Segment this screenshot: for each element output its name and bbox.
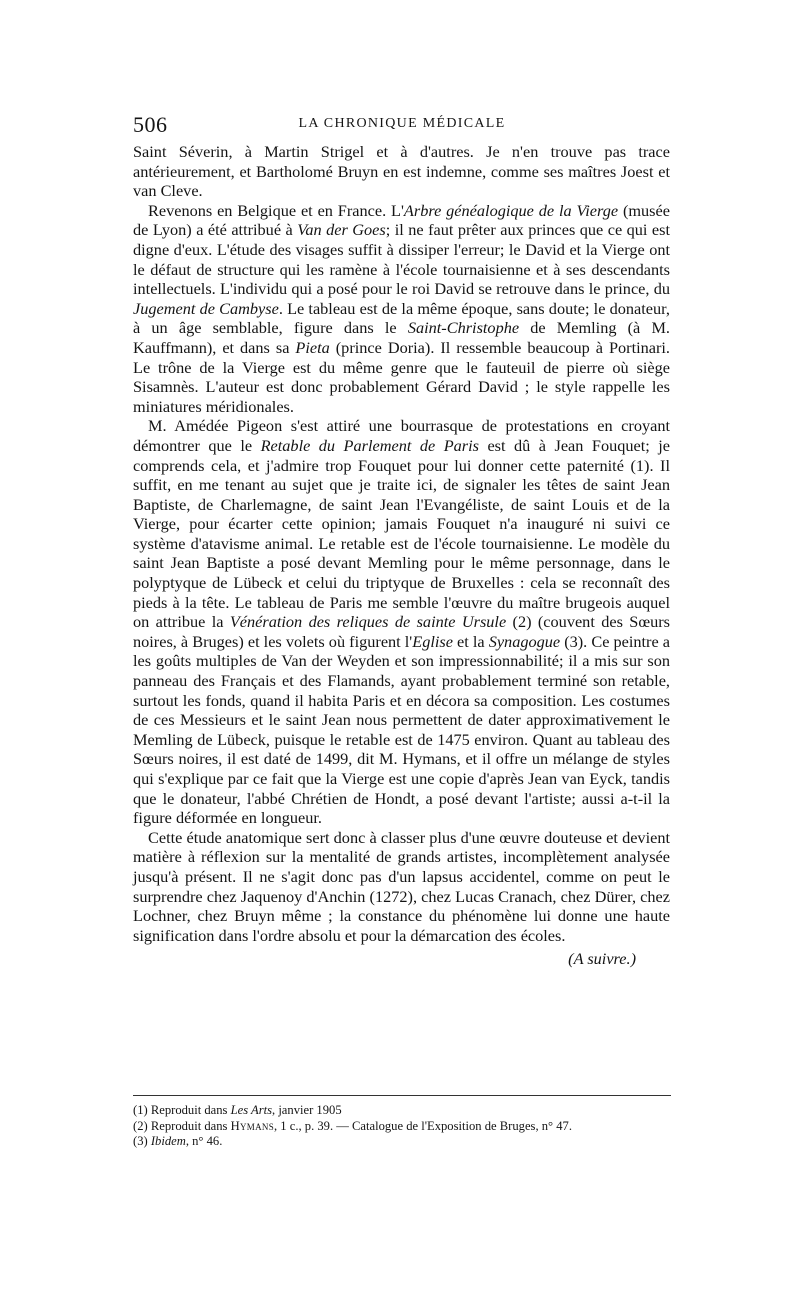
footnote-divider [133, 1095, 671, 1096]
to-be-continued [133, 949, 636, 969]
footnote-3 [133, 1134, 671, 1150]
footnote-text: (3) [133, 1134, 151, 1148]
footnotes [133, 1103, 671, 1150]
text-run: est dû à Jean Fouquet; je comprends cela, et j'admire trop Fouquet pour lui donner cette paternité (1). Il suffit, en me tenant au sujet que je traite ici, de signaler les têtes de saint Jean Baptiste, de Charlemagne, de saint Jean l'Evangéliste, de saint Louis et de la Vierge, pour écarter cette opinion; jamais Fouquet n'a inauguré ni suivi ce système d'atavisme animal. Le retable est de l'école tournaisienne. Le modèle du saint Jean Baptiste a posé devant Memling pour le même personnage, dans le polyptyque de Lübeck et celui du triptyque de Bruxelles : cela se reconnaît des pieds à la tête. Le tableau de Paris me semble l'œuvre du maître brugeois auquel on attribue la [133, 435, 670, 632]
text-run: (3). Ce peintre a les goûts multiples de Van der Weyden et son impressionnabilité; il a mis sur son panneau des Français et des Flamands, ayant probablement terminé son retable, surtout les fonds, quand il habita Paris et en décora sa composition. Les costumes de ces Messieurs et le saint Jean nous permettent de dater approximativement le Memling de Lübeck, puisque le retable est de 1475 environ. Quant au tableau des Sœurs noires, il est daté de 1499, dit M. Hymans, et il offre un mélange de styles qui s'explique par ce fait que la Vierge est une copie d'après Jean van Eyck, tandis que le donateur, l'abbé Chrétien de Hondt, a posé devant l'artiste; aussi a-t-il la figure déformée en longueur. [133, 631, 670, 828]
page-number: 506 [133, 112, 168, 137]
text-run: (prince Doria). Il ressemble beaucoup à Portinari. Le trône de la Vierge est du même genre que le fauteuil de pierre où siège Sisamnès. L'auteur est donc probablement Gérard David ; le style rappelle les miniatures méridionales. [133, 337, 671, 416]
text-run: (2) (couvent des Sœurs noires, à Bruges) et les volets où figurent l' [133, 612, 670, 651]
text-run: Saint Séverin, à Martin Strigel et à d'autres. Je n'en trouve pas trace antérieurement, et Bartholomé Bruyn en est indemne, comme ses maîtres Joest et van Cleve. [133, 142, 670, 201]
text-run: de Memling (à M. Kauffmann), et dans sa [133, 318, 670, 357]
footnote-text: , n° 46. [185, 1134, 223, 1148]
artwork-title: Synagogue [488, 631, 561, 651]
running-title: LA CHRONIQUE MÉDICALE [298, 116, 506, 131]
text-run: et la [452, 631, 489, 651]
paragraph-4 [133, 828, 670, 946]
publication-title: Les Arts [230, 1103, 273, 1117]
page-header [133, 112, 671, 142]
footnote-text: , 1 c., p. 39. — Catalogue de l'Exposition de Bruges, n° 47. [274, 1118, 572, 1133]
artwork-title: Eglise [412, 631, 453, 651]
text-run: Revenons en Belgique et en France. L' [148, 200, 404, 220]
text-run: (musée de Lyon) a été attribué à [133, 200, 670, 240]
author-name: Hymans [230, 1118, 274, 1133]
paragraph-2 [133, 201, 670, 417]
footnote-text: (2) Reproduit dans [133, 1118, 231, 1133]
artwork-title: Vénération des reliques de sainte Ursule [229, 612, 507, 632]
artwork-title: Pieta [295, 337, 330, 357]
footnote-text: , janvier 1905 [272, 1103, 342, 1117]
text-run: Cette étude anatomique sert donc à classer plus d'une œuvre douteuse et devient matière à réflexion sur la mentalité de grands artistes, incomplètement analysée jusqu'à présent. Il ne s'agit donc pas d'un lapsus accidentel, comme on peut le surprendre chez Jaquenoy d'Anchin (1272), chez Lucas Cranach, chez Dürer, chez Lochner, chez Bruyn même ; la constance du phénomène lui donne une haute signification dans l'ordre absolu et pour la démarcation des écoles. [133, 827, 670, 945]
artwork-title: Arbre généalogique de la Vierge [403, 200, 619, 220]
artist-name: Van der Goes [297, 220, 386, 240]
reference-abbreviation: Ibidem [150, 1134, 186, 1148]
footnote-2 [133, 1119, 671, 1135]
footnote-1 [133, 1103, 671, 1119]
paragraph-1 [133, 142, 670, 201]
text-run: . Le tableau est de la même époque, sans doute; le donateur, à un âge semblable, figure dans le [133, 298, 670, 338]
artwork-title: Jugement de Cambyse [133, 298, 279, 318]
to-be-continued-text: (A suivre.) [568, 949, 636, 969]
text-run: ; il ne faut prêter aux princes que ce qui est digne d'eux. L'étude des visages suffit à dissiper l'erreur; le David et la Vierge ont le défaut de structure qui les ramène à l'école tournaisienne et à ses descendants intellectuels. L'individu qui a posé pour le roi David se retrouve dans le prince, du [133, 220, 670, 299]
text-run: M. Amédée Pigeon s'est attiré une bourrasque de protestations en croyant démontrer que le [133, 416, 670, 455]
footnote-text: (1) Reproduit dans [133, 1103, 231, 1117]
paragraph-3 [133, 416, 670, 827]
artwork-title: Retable du Parlement de Paris [260, 435, 479, 455]
article-body [133, 142, 670, 969]
artwork-title: Saint-Christophe [407, 318, 520, 338]
